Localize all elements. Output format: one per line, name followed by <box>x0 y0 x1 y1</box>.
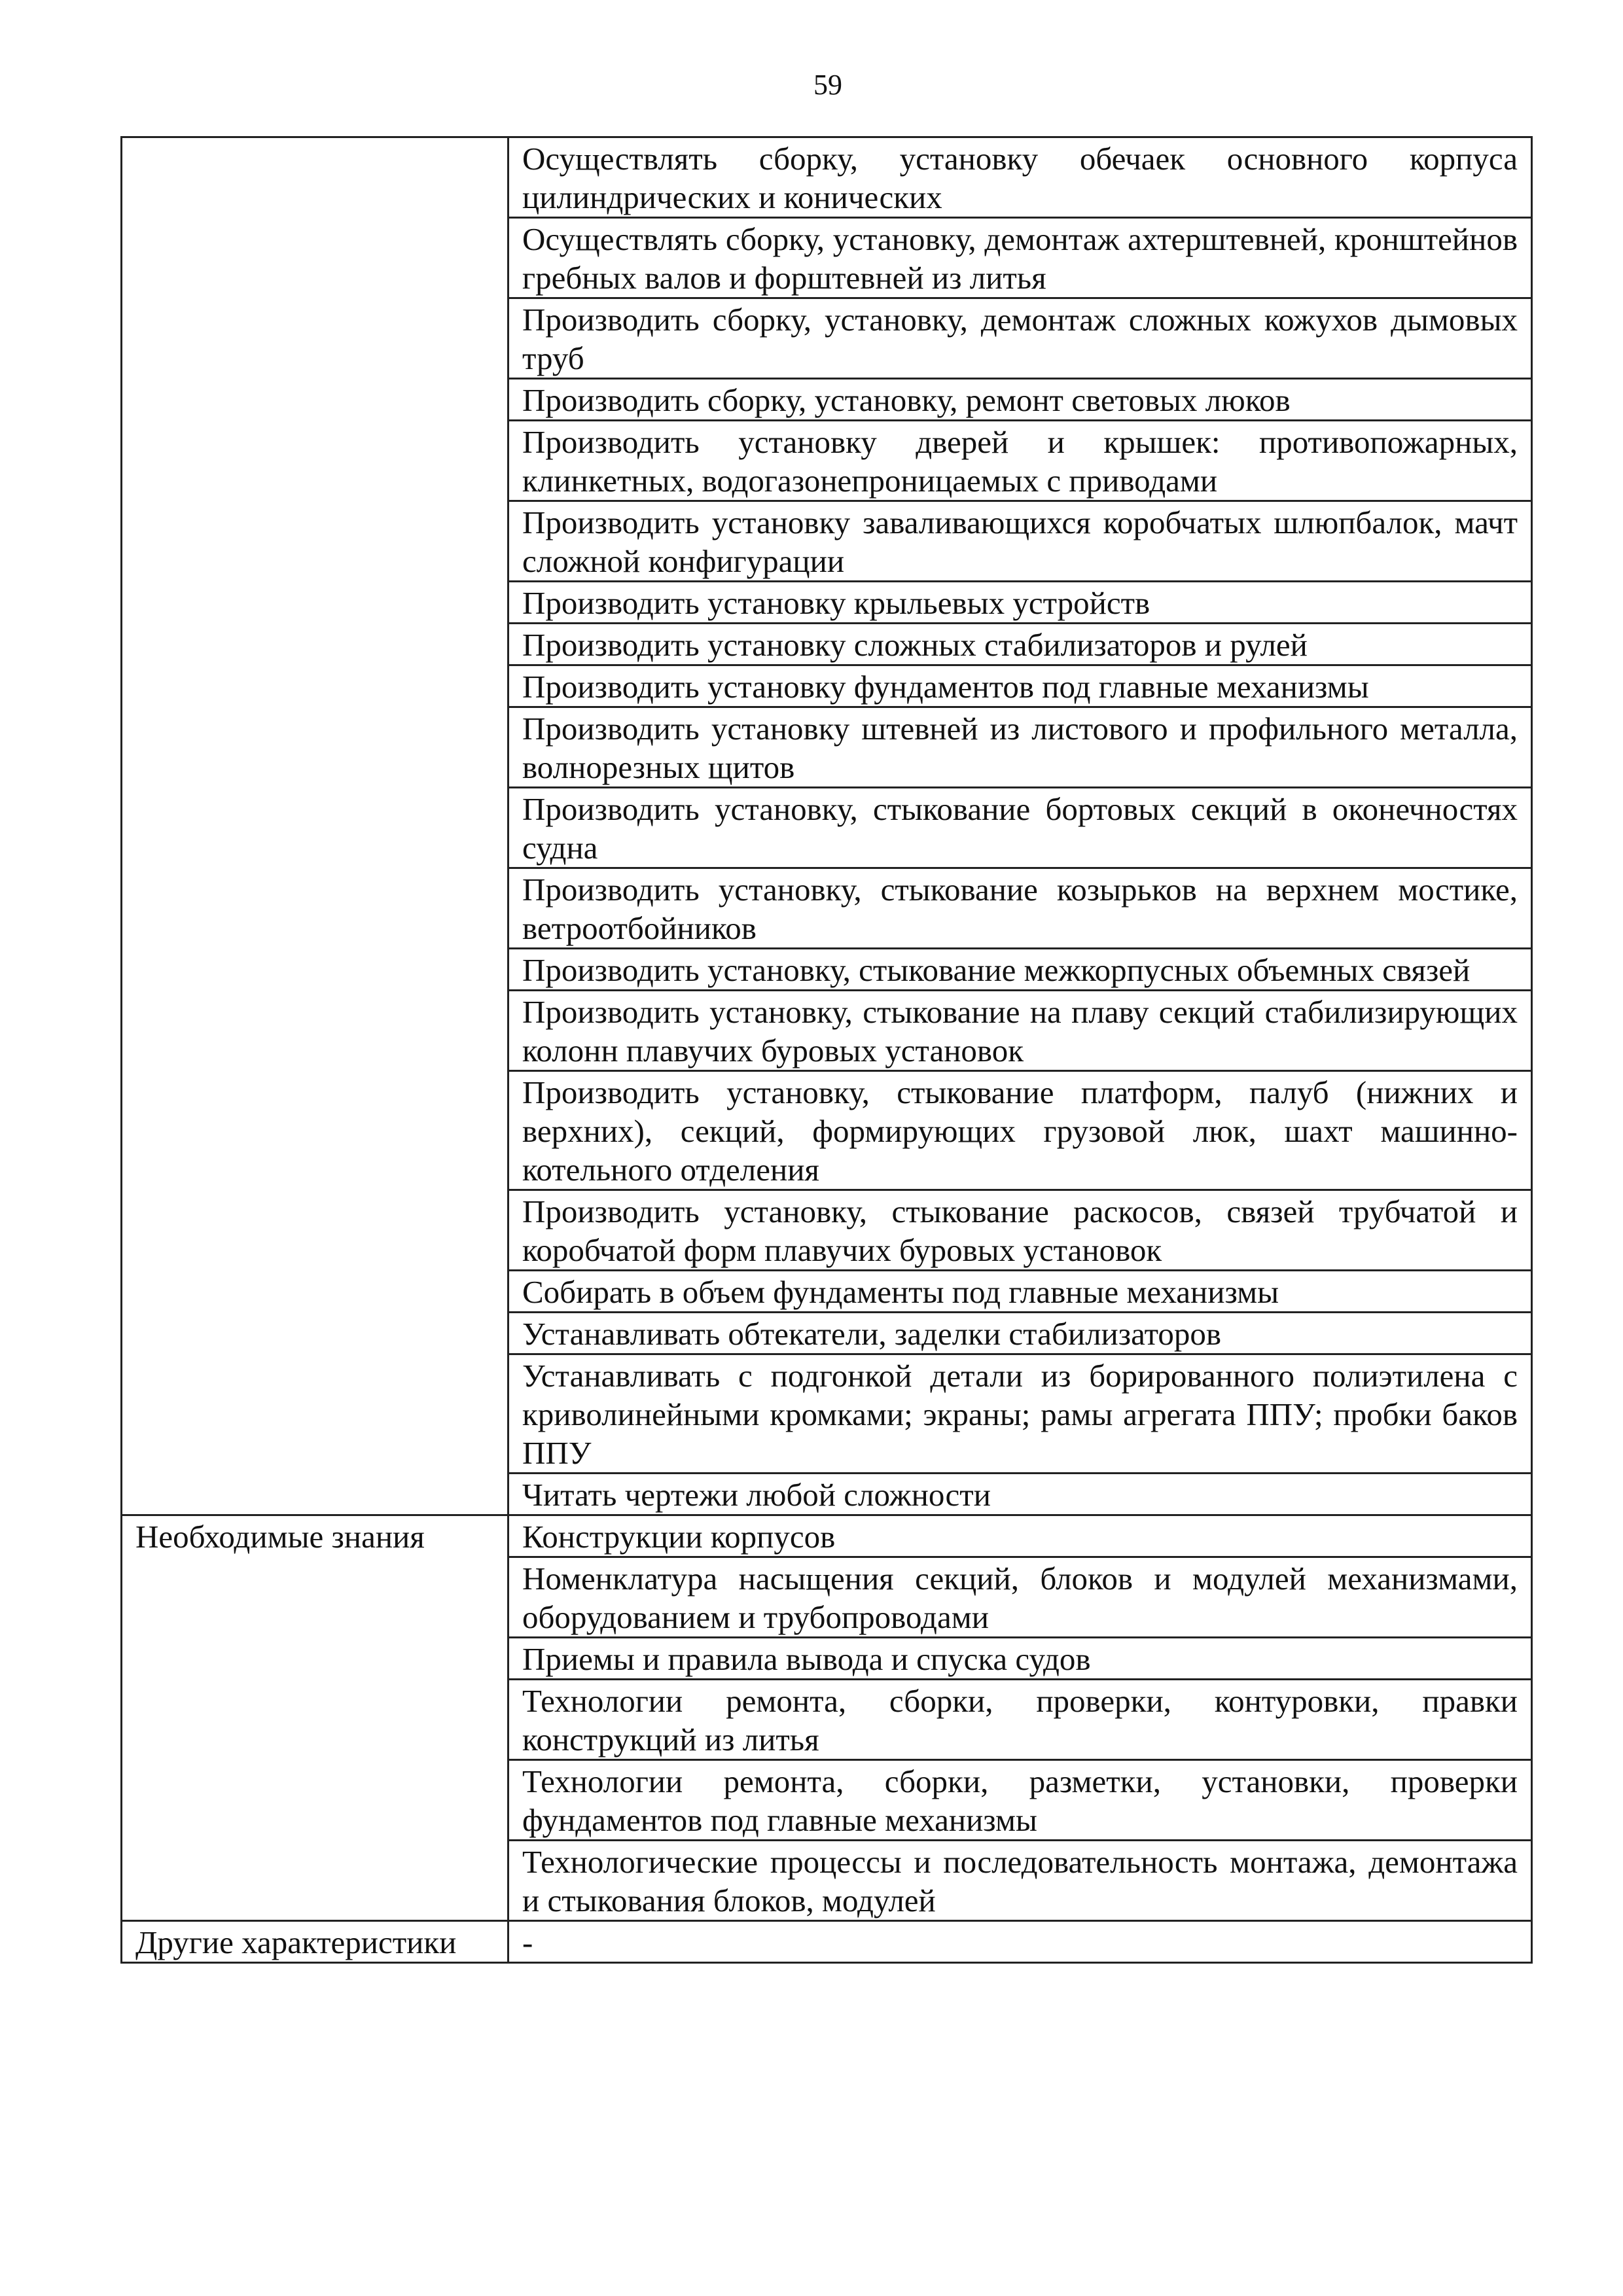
table-cell: Производить сборку, установку, ремонт световых люков <box>508 379 1532 421</box>
table-cell: Производить установку штевней из листового и профильного металла, волнорезных щитов <box>508 707 1532 788</box>
section-label <box>122 137 508 1515</box>
table-cell: Технологии ремонта, сборки, проверки, контуровки, правки конструкций из литья <box>508 1680 1532 1760</box>
table-cell: Номенклатура насыщения секций, блоков и модулей механизмами, оборудованием и трубопроводами <box>508 1557 1532 1638</box>
table-cell: Производить установку заваливающихся коробчатых шлюпбалок, мачт сложной конфигурации <box>508 501 1532 582</box>
table-cell: Приемы и правила вывода и спуска судов <box>508 1638 1532 1680</box>
table-cell: Технологии ремонта, сборки, разметки, установки, проверки фундаментов под главные механизмы <box>508 1760 1532 1841</box>
table-cell: Производить установку, стыкование раскосов, связей трубчатой и коробчатой форм плавучих буровых установок <box>508 1190 1532 1271</box>
table-cell: Производить сборку, установку, демонтаж сложных кожухов дымовых труб <box>508 298 1532 379</box>
table-cell: Устанавливать с подгонкой детали из борированного полиэтилена с криволинейными кромками; экраны; рамы агрегата ППУ; пробки баков ППУ <box>508 1354 1532 1474</box>
table-cell: Производить установку, стыкование бортовых секций в оконечностях судна <box>508 788 1532 868</box>
table-cell: Устанавливать обтекатели, заделки стабилизаторов <box>508 1313 1532 1354</box>
table-body <box>122 137 1532 1963</box>
section-label: Необходимые знания <box>122 1515 508 1921</box>
table-row <box>122 1515 1532 1557</box>
table-cell: Технологические процессы и последовательность монтажа, демонтажа и стыкования блоков, модулей <box>508 1841 1532 1921</box>
table-cell: Собирать в объем фундаменты под главные механизмы <box>508 1271 1532 1313</box>
table-cell: - <box>508 1921 1532 1963</box>
table-cell: Производить установку дверей и крышек: противопожарных, клинкетных, водогазонепроницаемых с приводами <box>508 421 1532 501</box>
page-number: 59 <box>813 69 842 101</box>
table-cell: Производить установку сложных стабилизаторов и рулей <box>508 624 1532 665</box>
table-cell: Производить установку, стыкование межкорпусных объемных связей <box>508 949 1532 991</box>
table-cell: Осуществлять сборку, установку обечаек основного корпуса цилиндрических и конических <box>508 137 1532 218</box>
table-row <box>122 1921 1532 1963</box>
table-cell: Читать чертежи любой сложности <box>508 1474 1532 1515</box>
table-cell: Производить установку, стыкование козырьков на верхнем мостике, ветроотбойников <box>508 868 1532 949</box>
section-label: Другие характеристики <box>122 1921 508 1963</box>
table-row <box>122 137 1532 218</box>
table-cell: Производить установку фундаментов под главные механизмы <box>508 665 1532 707</box>
table-cell: Конструкции корпусов <box>508 1515 1532 1557</box>
table-cell: Осуществлять сборку, установку, демонтаж ахтерштевней, кронштейнов гребных валов и форштевней из литья <box>508 218 1532 298</box>
table-cell: Производить установку крыльевых устройств <box>508 582 1532 624</box>
table-cell: Производить установку, стыкование платформ, палуб (нижних и верхних), секций, формирующих грузовой люк, шахт машинно-котельного отделения <box>508 1071 1532 1190</box>
qualification-table <box>120 136 1533 1964</box>
table-cell: Производить установку, стыкование на плаву секций стабилизирующих колонн плавучих буровых установок <box>508 991 1532 1071</box>
